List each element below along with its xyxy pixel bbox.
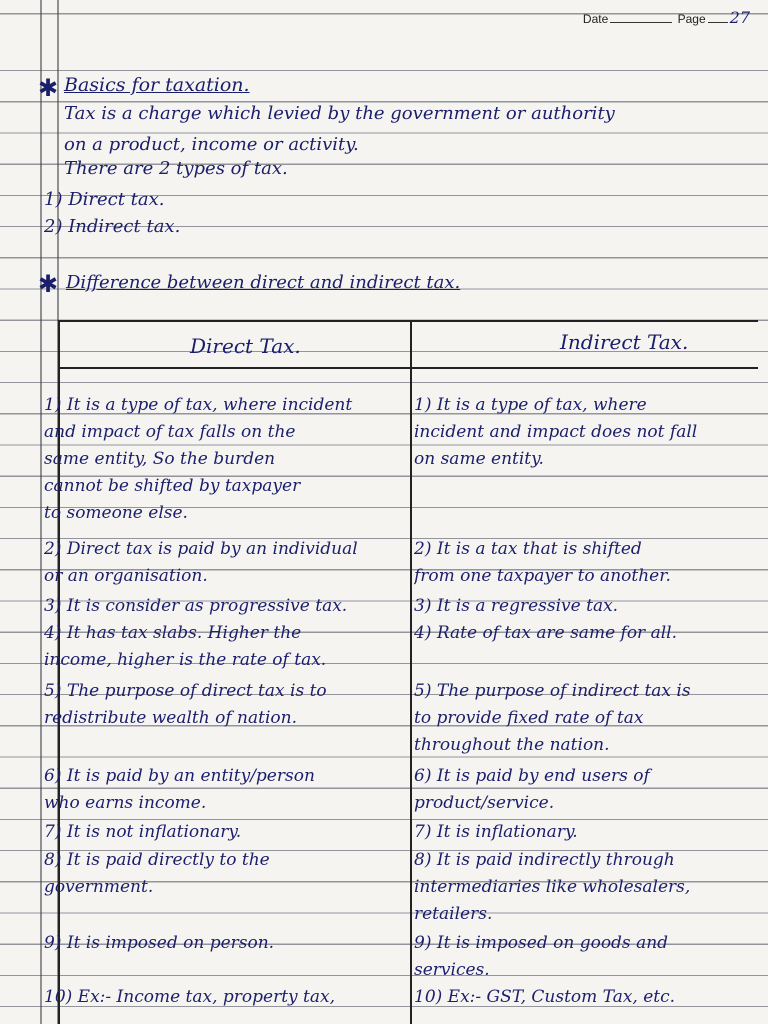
date-label: Date — [582, 12, 609, 26]
cell-line: intermediaries like wholesalers, — [414, 877, 691, 897]
cell-line: 7) It is inflationary. — [414, 822, 578, 842]
table-cell-indirect — [414, 536, 764, 590]
cell-line: 3) It is consider as progressive tax. — [44, 596, 348, 616]
cell-line: services. — [414, 960, 490, 980]
cell-line: 8) It is paid indirectly through — [414, 850, 675, 870]
text-line: 2) Indirect tax. — [44, 216, 181, 237]
cell-line: government. — [44, 877, 154, 897]
table-cell-direct — [44, 930, 408, 957]
cell-line: 5) The purpose of direct tax is to — [44, 681, 327, 701]
cell-line: 6) It is paid by an entity/person — [44, 766, 315, 786]
cell-line: redistribute wealth of nation. — [44, 708, 297, 728]
table-cell-indirect — [414, 930, 764, 984]
text-line: Tax is a charge which levied by the government or authority — [64, 103, 615, 124]
cell-line: or an organisation. — [44, 566, 208, 586]
table-cell-indirect — [414, 763, 764, 817]
cell-line: income, higher is the rate of tax. — [44, 650, 327, 670]
section-title-difference: Difference between direct and indirect tax. — [66, 272, 461, 293]
table-cell-direct — [44, 763, 408, 817]
margin-line-outer — [40, 0, 42, 1024]
cell-line: cannot be shifted by taxpayer — [44, 476, 301, 496]
cell-line: 2) Direct tax is paid by an individual — [44, 539, 358, 559]
page-label: Page — [677, 12, 706, 26]
cell-line: 6) It is paid by end users of — [414, 766, 650, 786]
bullet-star-icon: ✱ — [38, 74, 59, 102]
table-column-divider — [410, 320, 412, 1024]
cell-line: product/service. — [414, 793, 555, 813]
page-header — [583, 8, 750, 27]
cell-line: 5) The purpose of indirect tax is — [414, 681, 691, 701]
table-cell-indirect — [414, 819, 764, 846]
cell-line: 2) It is a tax that is shifted — [414, 539, 642, 559]
table-cell-direct — [44, 678, 408, 732]
table-cell-direct — [44, 392, 408, 527]
cell-line: on same entity. — [414, 449, 544, 469]
cell-line: 10) Ex:- GST, Custom Tax, etc. — [414, 987, 676, 1007]
bullet-star-icon: ✱ — [38, 270, 59, 298]
cell-line: retailers. — [414, 904, 493, 924]
cell-line: 4) Rate of tax are same for all. — [414, 623, 678, 643]
cell-line: 4) It has tax slabs. Higher the — [44, 623, 302, 643]
table-cell-direct — [44, 819, 408, 846]
cell-line: to provide fixed rate of tax — [414, 708, 644, 728]
cell-line: throughout the nation. — [414, 735, 610, 755]
cell-line: same entity, So the burden — [44, 449, 276, 469]
table-cell-indirect — [414, 847, 764, 928]
text-line: on a product, income or activity. — [64, 134, 359, 155]
table-cell-direct — [44, 536, 408, 590]
cell-line: 8) It is paid directly to the — [44, 850, 270, 870]
table-cell-direct — [44, 593, 408, 620]
table-cell-indirect — [414, 984, 764, 1011]
text-line: There are 2 types of tax. — [64, 158, 288, 179]
table-header-indirect: Indirect Tax. — [560, 330, 689, 354]
cell-line: 10) Ex:- Income tax, property tax, — [44, 987, 336, 1007]
cell-line: and impact of tax falls on the — [44, 422, 296, 442]
table-cell-indirect — [414, 392, 764, 473]
table-header-border — [58, 367, 758, 369]
cell-line: 1) It is a type of tax, where — [414, 395, 647, 415]
cell-line: 9) It is imposed on goods and — [414, 933, 669, 953]
page-number: 27 — [729, 8, 750, 27]
table-header-direct: Direct Tax. — [190, 334, 301, 358]
table-cell-direct — [44, 984, 408, 1011]
cell-line: 3) It is a regressive tax. — [414, 596, 619, 616]
cell-line: 9) It is imposed on person. — [44, 933, 275, 953]
table-cell-direct — [44, 847, 408, 901]
cell-line: incident and impact does not fall — [414, 422, 698, 442]
table-cell-indirect — [414, 593, 764, 620]
section-title-basics: Basics for taxation. — [64, 74, 250, 96]
table-cell-indirect — [414, 678, 764, 759]
table-cell-indirect — [414, 620, 764, 647]
table-cell-direct — [44, 620, 408, 674]
cell-line: to someone else. — [44, 503, 188, 523]
cell-line: from one taxpayer to another. — [414, 566, 671, 586]
text-line: 1) Direct tax. — [44, 189, 165, 210]
cell-line: 7) It is not inflationary. — [44, 822, 242, 842]
cell-line: who earns income. — [44, 793, 207, 813]
table-top-border — [58, 320, 758, 322]
cell-line: 1) It is a type of tax, where incident — [44, 395, 353, 415]
